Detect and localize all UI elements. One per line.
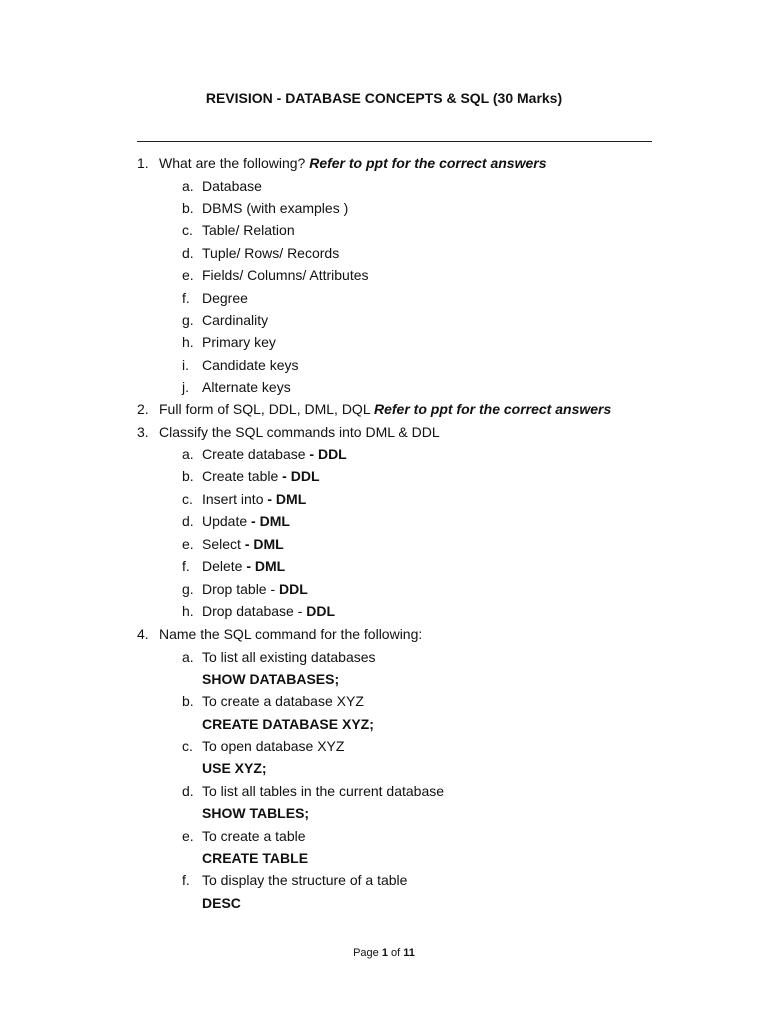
item-text: Insert into (202, 491, 268, 507)
list-item (182, 378, 291, 396)
page-of-label: of (387, 947, 404, 959)
question-number: 3. (137, 424, 149, 440)
item-text: Candidate keys (202, 357, 299, 373)
list-item (182, 221, 295, 239)
question-number: 2. (137, 401, 149, 417)
list-item (182, 827, 306, 845)
item-marker: a. (182, 649, 194, 665)
item-marker: a. (182, 178, 194, 194)
list-item (182, 289, 248, 307)
question-3 (137, 423, 440, 441)
list-item (182, 266, 369, 284)
item-marker: d. (182, 245, 194, 261)
list-item (182, 602, 335, 620)
list-item (182, 311, 268, 329)
question-text: What are the following? (159, 155, 310, 171)
item-marker: c. (182, 738, 193, 754)
question-number: 4. (137, 626, 149, 642)
item-answer: - DDL (282, 468, 320, 484)
list-item (182, 244, 339, 262)
item-text: To create a database XYZ (202, 693, 364, 709)
list-item (182, 177, 262, 195)
list-item (182, 871, 407, 889)
item-marker: f. (182, 872, 190, 888)
question-text: Full form of SQL, DDL, DML, DQL (159, 401, 374, 417)
question-note: Refer to ppt for the correct answers (309, 155, 547, 171)
list-item (182, 333, 276, 351)
title-divider (137, 141, 652, 142)
page-footer (0, 947, 768, 959)
item-marker: a. (182, 446, 194, 462)
question-text: Classify the SQL commands into DML & DDL (159, 424, 440, 440)
list-item (182, 557, 285, 575)
item-text: Tuple/ Rows/ Records (202, 245, 340, 261)
item-marker: b. (182, 693, 194, 709)
item-text: To list all tables in the current database (202, 783, 445, 799)
item-answer: SHOW TABLES; (202, 805, 310, 821)
item-answer: - DML (246, 558, 286, 574)
item-answer: CREATE DATABASE XYZ; (202, 716, 374, 732)
item-marker: e. (182, 536, 194, 552)
page-label: Page (353, 947, 382, 959)
item-text: Primary key (202, 334, 276, 350)
item-text: Table/ Relation (202, 222, 295, 238)
item-marker: e. (182, 828, 194, 844)
item-text: Alternate keys (202, 379, 291, 395)
list-item (182, 199, 348, 217)
page-total: 11 (403, 947, 415, 959)
question-number: 1. (137, 155, 149, 171)
item-marker: c. (182, 222, 193, 238)
item-marker: d. (182, 513, 194, 529)
item-text: DBMS (with examples ) (202, 200, 349, 216)
item-text: Delete (202, 558, 247, 574)
item-marker: b. (182, 468, 194, 484)
item-marker: b. (182, 200, 194, 216)
item-marker: h. (182, 603, 194, 619)
item-answer: DDL (279, 581, 308, 597)
list-item (182, 445, 347, 463)
item-answer: CREATE TABLE (202, 850, 309, 866)
item-marker: g. (182, 581, 194, 597)
list-item (182, 737, 344, 755)
item-marker: d. (182, 783, 194, 799)
item-text: Degree (202, 290, 248, 306)
item-text: To list all existing databases (202, 649, 376, 665)
item-answer: - DML (244, 536, 284, 552)
item-answer: SHOW DATABASES; (202, 671, 340, 687)
item-answer: DDL (306, 603, 336, 619)
list-item (182, 467, 320, 485)
item-marker: j. (182, 379, 189, 395)
item-marker: c. (182, 491, 193, 507)
page-current: 1 (381, 947, 388, 959)
item-text: To display the structure of a table (202, 872, 408, 888)
list-item (182, 535, 284, 553)
question-note: Refer to ppt for the correct answers (373, 401, 612, 417)
item-answer: - DDL (309, 446, 347, 462)
question-1 (137, 154, 546, 172)
item-marker: f. (182, 290, 190, 306)
item-answer: - DML (267, 491, 307, 507)
page-title: REVISION - DATABASE CONCEPTS & SQL (30 Marks) (205, 90, 563, 106)
item-text: Update (202, 513, 252, 529)
question-2 (137, 400, 611, 418)
item-text: Database (202, 178, 262, 194)
item-text: Drop table - (202, 581, 280, 597)
item-answer: DESC (202, 895, 241, 911)
list-item (182, 782, 444, 800)
item-text: Drop database - (202, 603, 307, 619)
list-item (182, 356, 299, 374)
list-item (182, 512, 290, 530)
item-text: Cardinality (202, 312, 269, 328)
item-text: Fields/ Columns/ Attributes (202, 267, 369, 283)
item-marker: i. (182, 357, 189, 373)
item-marker: h. (182, 334, 194, 350)
item-text: Create database (202, 446, 310, 462)
item-marker: f. (182, 558, 190, 574)
item-text: To open database XYZ (202, 738, 345, 754)
list-item (182, 648, 376, 666)
list-item (182, 490, 306, 508)
list-item (182, 580, 308, 598)
item-text: Select (202, 536, 245, 552)
item-answer: USE XYZ; (202, 760, 267, 776)
list-item (182, 692, 364, 710)
item-text: Create table (202, 468, 283, 484)
item-answer: - DML (251, 513, 290, 529)
question-4 (137, 625, 422, 643)
question-text: Name the SQL command for the following: (159, 626, 423, 642)
item-text: To create a table (202, 828, 306, 844)
item-marker: g. (182, 312, 194, 328)
item-marker: e. (182, 267, 194, 283)
